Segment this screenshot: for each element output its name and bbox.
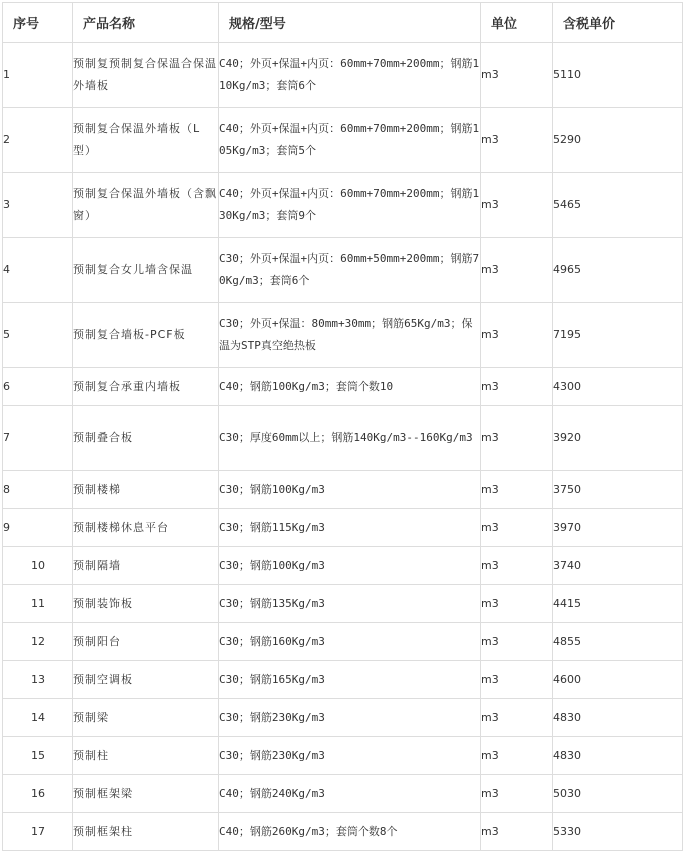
cell-unit: m3	[481, 238, 553, 303]
table-body	[3, 43, 683, 851]
cell-spec: C30；外页+保温+内页：60mm+50mm+200mm；钢筋70Kg/m3；套筒6个	[219, 238, 481, 303]
cell-spec: C30；钢筋165Kg/m3	[219, 661, 481, 699]
cell-price: 4300	[553, 368, 683, 406]
cell-price: 5110	[553, 43, 683, 108]
cell-no: 6	[3, 368, 73, 406]
header-name: 产品名称	[73, 3, 219, 43]
cell-spec: C30；钢筋100Kg/m3	[219, 471, 481, 509]
table-row	[3, 661, 683, 699]
table-row	[3, 509, 683, 547]
cell-no: 2	[3, 108, 73, 173]
cell-unit: m3	[481, 471, 553, 509]
cell-spec: C30；外页+保温：80mm+30mm；钢筋65Kg/m3；保温为STP真空绝热板	[219, 303, 481, 368]
cell-price: 4965	[553, 238, 683, 303]
cell-product-name: 预制楼梯休息平台	[73, 509, 219, 547]
cell-no: 5	[3, 303, 73, 368]
cell-no: 14	[3, 699, 73, 737]
cell-price: 3970	[553, 509, 683, 547]
header-no: 序号	[3, 3, 73, 43]
table-row	[3, 699, 683, 737]
cell-unit: m3	[481, 43, 553, 108]
cell-unit: m3	[481, 108, 553, 173]
cell-spec: C30；钢筋230Kg/m3	[219, 699, 481, 737]
cell-product-name: 预制复合承重内墙板	[73, 368, 219, 406]
cell-price: 3920	[553, 406, 683, 471]
table-row	[3, 406, 683, 471]
cell-spec: C30；钢筋100Kg/m3	[219, 547, 481, 585]
cell-product-name: 预制梁	[73, 699, 219, 737]
cell-product-name: 预制空调板	[73, 661, 219, 699]
cell-price: 4830	[553, 737, 683, 775]
cell-unit: m3	[481, 547, 553, 585]
cell-product-name: 预制复预制复合保温合保温外墙板	[73, 43, 219, 108]
cell-spec: C40；外页+保温+内页：60mm+70mm+200mm；钢筋105Kg/m3；套筒5个	[219, 108, 481, 173]
cell-price: 5330	[553, 813, 683, 851]
cell-unit: m3	[481, 623, 553, 661]
cell-no: 1	[3, 43, 73, 108]
cell-no: 13	[3, 661, 73, 699]
cell-price: 5290	[553, 108, 683, 173]
cell-no: 10	[3, 547, 73, 585]
cell-price: 5465	[553, 173, 683, 238]
cell-no: 4	[3, 238, 73, 303]
cell-spec: C30；厚度60mm以上；钢筋140Kg/m3--160Kg/m3	[219, 406, 481, 471]
table-row	[3, 368, 683, 406]
cell-product-name: 预制装饰板	[73, 585, 219, 623]
cell-product-name: 预制框架柱	[73, 813, 219, 851]
table-row	[3, 173, 683, 238]
cell-price: 4600	[553, 661, 683, 699]
table-row	[3, 238, 683, 303]
cell-no: 15	[3, 737, 73, 775]
header-price: 含税单价	[553, 3, 683, 43]
cell-unit: m3	[481, 368, 553, 406]
cell-price: 7195	[553, 303, 683, 368]
cell-unit: m3	[481, 509, 553, 547]
cell-unit: m3	[481, 813, 553, 851]
cell-product-name: 预制柱	[73, 737, 219, 775]
cell-unit: m3	[481, 699, 553, 737]
cell-product-name: 预制阳台	[73, 623, 219, 661]
table-row	[3, 585, 683, 623]
cell-unit: m3	[481, 775, 553, 813]
cell-product-name: 预制叠合板	[73, 406, 219, 471]
cell-spec: C40；钢筋240Kg/m3	[219, 775, 481, 813]
cell-spec: C30；钢筋230Kg/m3	[219, 737, 481, 775]
table-row	[3, 813, 683, 851]
cell-spec: C30；钢筋115Kg/m3	[219, 509, 481, 547]
cell-price: 3750	[553, 471, 683, 509]
cell-price: 4830	[553, 699, 683, 737]
table-row	[3, 775, 683, 813]
cell-spec: C40；钢筋100Kg/m3；套筒个数10	[219, 368, 481, 406]
table-row	[3, 737, 683, 775]
header-unit: 单位	[481, 3, 553, 43]
cell-no: 11	[3, 585, 73, 623]
cell-unit: m3	[481, 406, 553, 471]
cell-no: 17	[3, 813, 73, 851]
table-row	[3, 471, 683, 509]
cell-spec: C30；钢筋160Kg/m3	[219, 623, 481, 661]
cell-product-name: 预制复合保温外墙板（L型）	[73, 108, 219, 173]
cell-spec: C30；钢筋135Kg/m3	[219, 585, 481, 623]
price-table	[2, 2, 683, 851]
cell-unit: m3	[481, 661, 553, 699]
table-row	[3, 108, 683, 173]
table-row	[3, 43, 683, 108]
cell-product-name: 预制隔墙	[73, 547, 219, 585]
header-row	[3, 3, 683, 43]
cell-unit: m3	[481, 303, 553, 368]
cell-unit: m3	[481, 173, 553, 238]
cell-product-name: 预制复合保温外墙板（含飘窗）	[73, 173, 219, 238]
header-spec: 规格/型号	[219, 3, 481, 43]
cell-price: 4415	[553, 585, 683, 623]
cell-product-name: 预制框架梁	[73, 775, 219, 813]
cell-no: 7	[3, 406, 73, 471]
cell-spec: C40；钢筋260Kg/m3；套筒个数8个	[219, 813, 481, 851]
cell-spec: C40；外页+保温+内页：60mm+70mm+200mm；钢筋110Kg/m3；套筒6个	[219, 43, 481, 108]
cell-unit: m3	[481, 585, 553, 623]
cell-product-name: 预制复合女儿墙含保温	[73, 238, 219, 303]
cell-no: 8	[3, 471, 73, 509]
table-row	[3, 547, 683, 585]
cell-no: 9	[3, 509, 73, 547]
cell-price: 4855	[553, 623, 683, 661]
cell-price: 5030	[553, 775, 683, 813]
cell-product-name: 预制楼梯	[73, 471, 219, 509]
cell-product-name: 预制复合墙板-PCF板	[73, 303, 219, 368]
cell-spec: C40；外页+保温+内页：60mm+70mm+200mm；钢筋130Kg/m3；套筒9个	[219, 173, 481, 238]
cell-no: 16	[3, 775, 73, 813]
cell-no: 3	[3, 173, 73, 238]
cell-no: 12	[3, 623, 73, 661]
cell-unit: m3	[481, 737, 553, 775]
table-row	[3, 623, 683, 661]
table-row	[3, 303, 683, 368]
cell-price: 3740	[553, 547, 683, 585]
